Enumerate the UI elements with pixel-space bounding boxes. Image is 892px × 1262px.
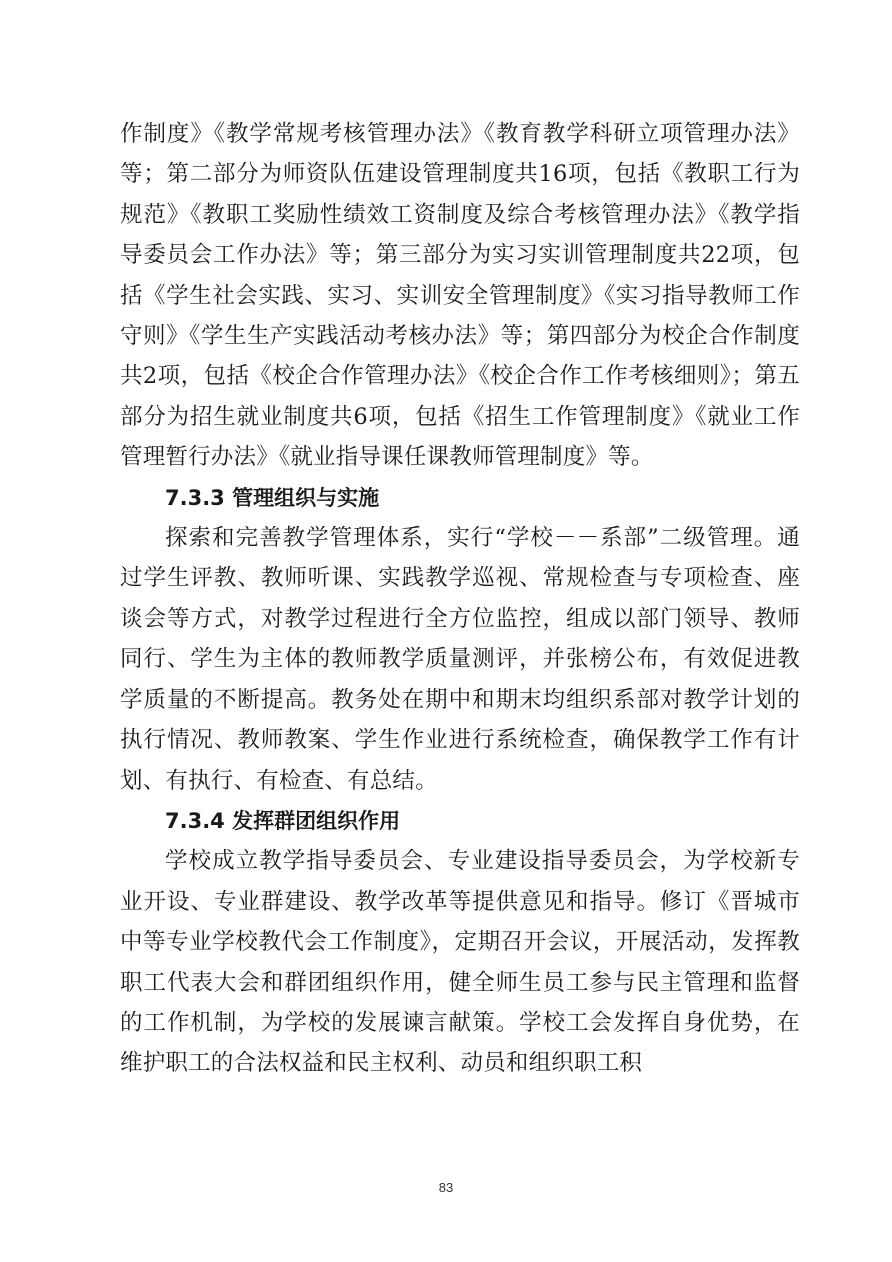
section-heading-7-3-4: 7.3.4 发挥群团组织作用 [165,808,401,833]
paragraph-group-organization: 学校成立教学指导委员会、专业建设指导委员会，为学校新专业开设、专业群建设、教学改革等提供意见和指导。修订《晋城市中等专业学校教代会工作制度》，定期召开会议，开展活动，发挥教职工代表大会和群团组织作用，健全师生员工参与民主管理和监督的工作机制，为学校的发展谏言献策。学校工会发挥自身优势，在维护职工的合法权益和民主权利、动员和组织职工积 [120,848,800,1077]
paragraph-management-organization: 探索和完善教学管理体系，实行“学校－－系部”二级管理。通过学生评教、教师听课、实践教学巡视、常规检查与专项检查、座谈会等方式，对教学过程进行全方位监控，组成以部门领导、教师同行、学生为主体的教师教学质量测评，并张榜公布，有效促进教学质量的不断提高。教务处在期中和期末均组织系部对教学计划的执行情况、教师教案、学生作业进行系统检查，确保教学工作有计划、有执行、有检查、有总结。 [120,525,800,794]
section-heading-7-3-3: 7.3.3 管理组织与实施 [165,485,380,510]
document-body [120,114,800,1084]
paragraph-continuation: 作制度》《教学常规考核管理办法》《教育教学科研立项管理办法》等；第二部分为师资队伍建设管理制度共16项，包括《教职工行为规范》《教职工奖励性绩效工资制度及综合考核管理办法》《教学指导委员会工作办法》等；第三部分为实习实训管理制度共22项，包括《学生社会实践、实习、实训安全管理制度》《实习指导教师工作守则》《学生生产实践活动考核办法》等；第四部分为校企合作制度共2项，包括《校企合作管理办法》《校企合作工作考核细则》；第五部分为招生就业制度共6项，包括《招生工作管理制度》《就业工作管理暂行办法》《就业指导课任课教师管理制度》等。 [120,121,800,471]
page-number: 83 [438,1180,454,1195]
